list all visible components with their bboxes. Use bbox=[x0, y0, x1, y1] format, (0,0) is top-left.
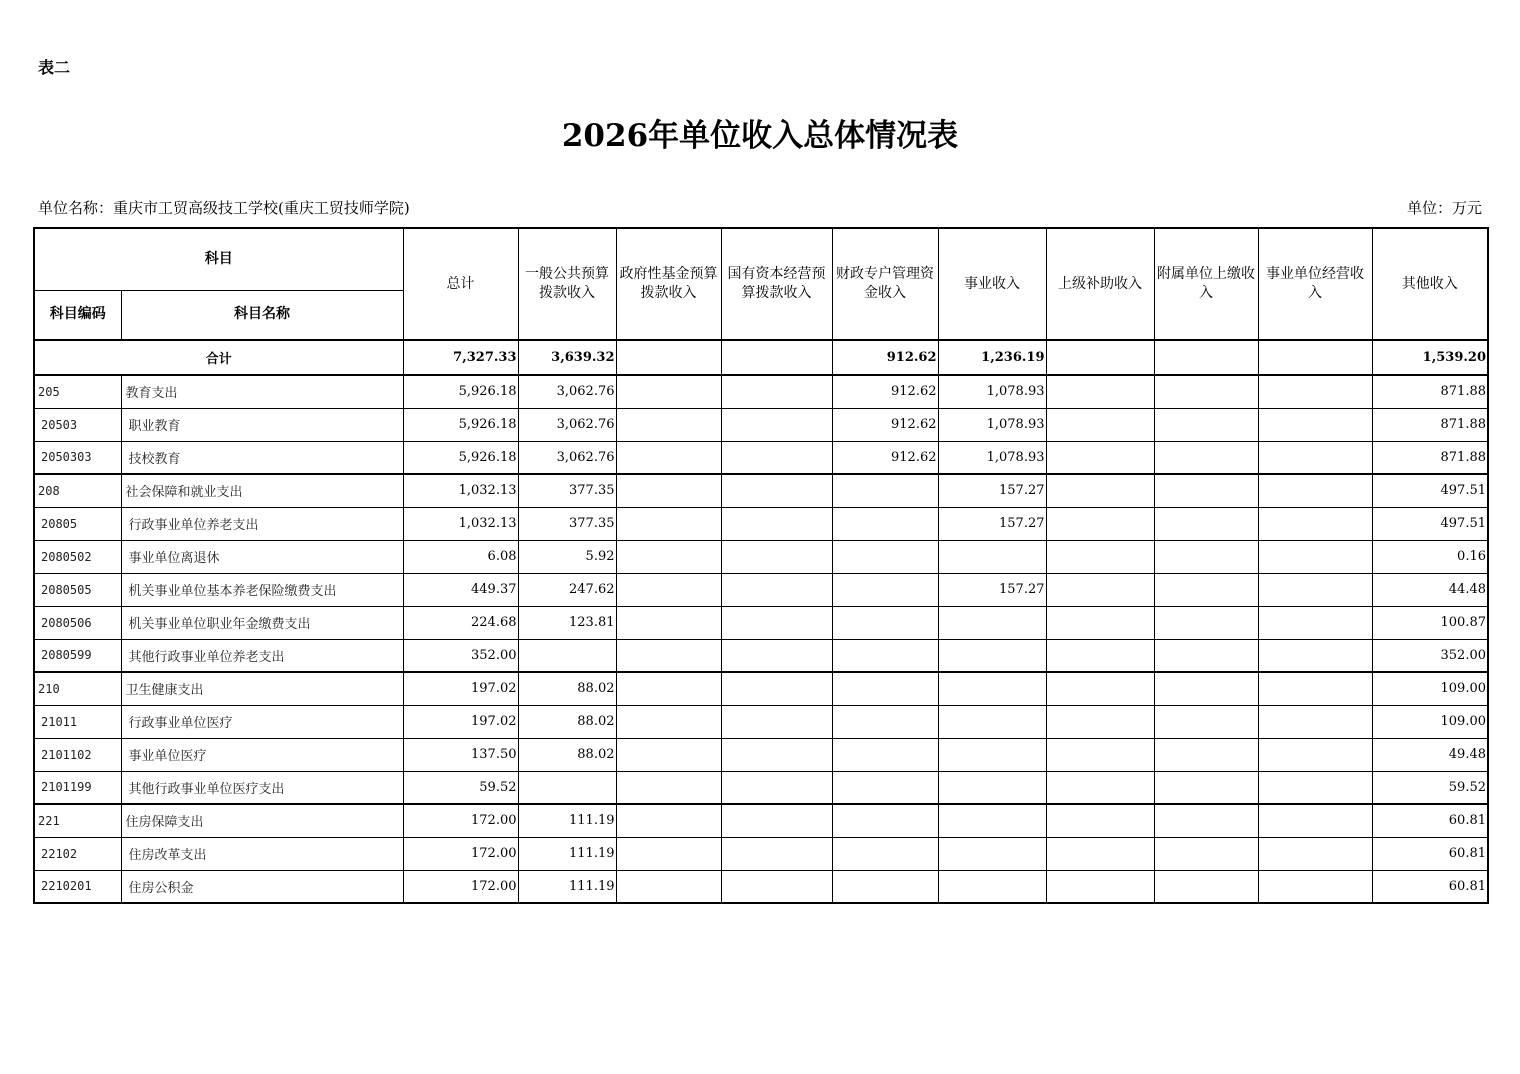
value-cell bbox=[1046, 705, 1154, 738]
value-cell: 871.88 bbox=[1372, 408, 1488, 441]
value-cell: 44.48 bbox=[1372, 573, 1488, 606]
header-subject-code: 科目编码 bbox=[34, 290, 121, 340]
value-cell: 377.35 bbox=[518, 507, 616, 540]
value-cell: 352.00 bbox=[403, 639, 518, 672]
value-cell bbox=[1046, 639, 1154, 672]
subject-code-cell: 205 bbox=[34, 375, 121, 408]
value-cell: 224.68 bbox=[403, 606, 518, 639]
value-cell bbox=[721, 639, 832, 672]
value-cell bbox=[1154, 870, 1258, 903]
subject-code-cell: 2050303 bbox=[34, 441, 121, 474]
total-cell: 3,639.32 bbox=[518, 340, 616, 375]
header-col-superior-subsidy: 上级补助收入 bbox=[1046, 228, 1154, 340]
value-cell: 197.02 bbox=[403, 705, 518, 738]
value-cell bbox=[832, 738, 938, 771]
value-cell bbox=[1258, 375, 1372, 408]
subject-name-cell: 行政事业单位医疗 bbox=[121, 705, 403, 738]
value-cell bbox=[938, 672, 1046, 705]
value-cell: 5,926.18 bbox=[403, 441, 518, 474]
total-cell: 1,236.19 bbox=[938, 340, 1046, 375]
value-cell bbox=[616, 540, 721, 573]
value-cell: 3,062.76 bbox=[518, 408, 616, 441]
value-cell: 497.51 bbox=[1372, 474, 1488, 507]
value-cell bbox=[1154, 408, 1258, 441]
subject-name-cell: 教育支出 bbox=[121, 375, 403, 408]
table-row bbox=[34, 771, 1488, 804]
value-cell bbox=[832, 474, 938, 507]
value-cell: 5.92 bbox=[518, 540, 616, 573]
value-cell bbox=[832, 705, 938, 738]
value-cell: 1,078.93 bbox=[938, 408, 1046, 441]
value-cell bbox=[616, 639, 721, 672]
value-cell bbox=[721, 705, 832, 738]
value-cell bbox=[938, 870, 1046, 903]
subject-name-cell: 其他行政事业单位医疗支出 bbox=[121, 771, 403, 804]
unit-name: 单位名称：重庆市工贸高级技工学校(重庆工贸技师学院) bbox=[38, 199, 410, 217]
header-col-state-capital: 国有资本经营预算拨款收入 bbox=[721, 228, 832, 340]
subject-name-cell: 住房改革支出 bbox=[121, 837, 403, 870]
value-cell: 109.00 bbox=[1372, 672, 1488, 705]
value-cell: 3,062.76 bbox=[518, 375, 616, 408]
value-cell: 912.62 bbox=[832, 375, 938, 408]
value-cell bbox=[616, 837, 721, 870]
subject-code-cell: 208 bbox=[34, 474, 121, 507]
header-subject: 科目 bbox=[34, 228, 403, 290]
subject-name-cell: 社会保障和就业支出 bbox=[121, 474, 403, 507]
total-cell: 7,327.33 bbox=[403, 340, 518, 375]
value-cell bbox=[721, 573, 832, 606]
value-cell: 497.51 bbox=[1372, 507, 1488, 540]
value-cell bbox=[1154, 474, 1258, 507]
value-cell bbox=[1046, 837, 1154, 870]
value-cell bbox=[938, 771, 1046, 804]
value-cell bbox=[832, 639, 938, 672]
value-cell bbox=[721, 507, 832, 540]
value-cell bbox=[1258, 672, 1372, 705]
value-cell: 1,078.93 bbox=[938, 375, 1046, 408]
value-cell bbox=[1046, 573, 1154, 606]
value-cell bbox=[938, 606, 1046, 639]
table-tag: 表二 bbox=[38, 58, 71, 77]
value-cell: 5,926.18 bbox=[403, 375, 518, 408]
table-row bbox=[34, 507, 1488, 540]
value-cell bbox=[1258, 606, 1372, 639]
value-cell bbox=[721, 441, 832, 474]
table-row bbox=[34, 474, 1488, 507]
value-cell: 247.62 bbox=[518, 573, 616, 606]
value-cell: 377.35 bbox=[518, 474, 616, 507]
value-cell bbox=[938, 540, 1046, 573]
total-cell bbox=[1046, 340, 1154, 375]
value-cell: 109.00 bbox=[1372, 705, 1488, 738]
value-cell bbox=[616, 771, 721, 804]
value-cell bbox=[1046, 474, 1154, 507]
header-col-business-income: 事业收入 bbox=[938, 228, 1046, 340]
value-cell: 60.81 bbox=[1372, 804, 1488, 837]
value-cell bbox=[1046, 375, 1154, 408]
value-cell bbox=[1046, 408, 1154, 441]
value-cell bbox=[518, 771, 616, 804]
value-cell: 137.50 bbox=[403, 738, 518, 771]
value-cell bbox=[616, 573, 721, 606]
value-cell bbox=[721, 606, 832, 639]
value-cell bbox=[616, 507, 721, 540]
subject-code-cell: 2210201 bbox=[34, 870, 121, 903]
value-cell bbox=[721, 540, 832, 573]
value-cell bbox=[616, 606, 721, 639]
value-cell bbox=[938, 738, 1046, 771]
value-cell bbox=[832, 771, 938, 804]
value-cell: 1,032.13 bbox=[403, 507, 518, 540]
value-cell bbox=[1154, 573, 1258, 606]
value-cell bbox=[1154, 606, 1258, 639]
subject-name-cell: 住房公积金 bbox=[121, 870, 403, 903]
header-col-special-account: 财政专户管理资金收入 bbox=[832, 228, 938, 340]
value-cell bbox=[616, 441, 721, 474]
value-cell bbox=[1154, 738, 1258, 771]
value-cell: 1,078.93 bbox=[938, 441, 1046, 474]
value-cell: 352.00 bbox=[1372, 639, 1488, 672]
header-subject-name: 科目名称 bbox=[121, 290, 403, 340]
value-cell: 88.02 bbox=[518, 705, 616, 738]
value-cell: 157.27 bbox=[938, 573, 1046, 606]
value-cell bbox=[832, 606, 938, 639]
value-cell bbox=[1258, 771, 1372, 804]
value-cell bbox=[616, 870, 721, 903]
value-cell bbox=[721, 771, 832, 804]
value-cell: 172.00 bbox=[403, 870, 518, 903]
value-cell bbox=[938, 837, 1046, 870]
value-cell: 157.27 bbox=[938, 474, 1046, 507]
value-cell bbox=[832, 507, 938, 540]
value-cell bbox=[721, 672, 832, 705]
value-cell: 449.37 bbox=[403, 573, 518, 606]
value-cell: 59.52 bbox=[403, 771, 518, 804]
value-cell bbox=[832, 672, 938, 705]
value-cell bbox=[616, 375, 721, 408]
value-cell bbox=[1046, 540, 1154, 573]
value-cell: 6.08 bbox=[403, 540, 518, 573]
value-cell: 60.81 bbox=[1372, 837, 1488, 870]
value-cell bbox=[832, 837, 938, 870]
value-cell bbox=[1046, 507, 1154, 540]
subject-name-cell: 其他行政事业单位养老支出 bbox=[121, 639, 403, 672]
value-cell bbox=[616, 408, 721, 441]
value-cell bbox=[1258, 705, 1372, 738]
value-cell bbox=[938, 804, 1046, 837]
table-row bbox=[34, 870, 1488, 903]
value-cell: 49.48 bbox=[1372, 738, 1488, 771]
subject-code-cell: 2101102 bbox=[34, 738, 121, 771]
value-cell bbox=[832, 804, 938, 837]
value-cell: 912.62 bbox=[832, 408, 938, 441]
header-col-gov-fund: 政府性基金预算拨款收入 bbox=[616, 228, 721, 340]
value-cell bbox=[616, 672, 721, 705]
table-row bbox=[34, 408, 1488, 441]
header-col-general-budget: 一般公共预算拨款收入 bbox=[518, 228, 616, 340]
value-cell bbox=[1258, 474, 1372, 507]
value-cell bbox=[1046, 441, 1154, 474]
value-cell bbox=[1258, 540, 1372, 573]
total-cell bbox=[721, 340, 832, 375]
header-col-total: 总计 bbox=[403, 228, 518, 340]
table-row bbox=[34, 375, 1488, 408]
value-cell bbox=[1046, 738, 1154, 771]
value-cell bbox=[616, 705, 721, 738]
subject-code-cell: 2080506 bbox=[34, 606, 121, 639]
value-cell bbox=[1258, 639, 1372, 672]
value-cell bbox=[1154, 771, 1258, 804]
header-col-operating-income: 事业单位经营收入 bbox=[1258, 228, 1372, 340]
value-cell: 871.88 bbox=[1372, 375, 1488, 408]
table-row bbox=[34, 441, 1488, 474]
total-row bbox=[34, 340, 1488, 375]
value-cell: 871.88 bbox=[1372, 441, 1488, 474]
value-cell bbox=[832, 540, 938, 573]
value-cell bbox=[616, 804, 721, 837]
page-title: 2026年单位收入总体情况表 bbox=[561, 118, 959, 154]
value-cell bbox=[1154, 672, 1258, 705]
subject-name-cell: 机关事业单位职业年金缴费支出 bbox=[121, 606, 403, 639]
subject-name-cell: 事业单位离退休 bbox=[121, 540, 403, 573]
total-cell: 1,539.20 bbox=[1372, 340, 1488, 375]
value-cell bbox=[1046, 870, 1154, 903]
value-cell: 0.16 bbox=[1372, 540, 1488, 573]
value-cell bbox=[1154, 837, 1258, 870]
value-cell bbox=[1258, 507, 1372, 540]
value-cell bbox=[1258, 804, 1372, 837]
subject-code-cell: 2080599 bbox=[34, 639, 121, 672]
value-cell: 111.19 bbox=[518, 870, 616, 903]
subject-code-cell: 21011 bbox=[34, 705, 121, 738]
value-cell bbox=[1258, 573, 1372, 606]
value-cell bbox=[938, 705, 1046, 738]
subject-code-cell: 210 bbox=[34, 672, 121, 705]
value-cell bbox=[1154, 804, 1258, 837]
value-cell bbox=[1154, 705, 1258, 738]
value-cell bbox=[518, 639, 616, 672]
value-cell bbox=[721, 375, 832, 408]
value-cell bbox=[616, 474, 721, 507]
subject-name-cell: 技校教育 bbox=[121, 441, 403, 474]
subject-code-cell: 2080505 bbox=[34, 573, 121, 606]
value-cell: 60.81 bbox=[1372, 870, 1488, 903]
value-cell bbox=[1046, 804, 1154, 837]
subject-code-cell: 22102 bbox=[34, 837, 121, 870]
value-cell bbox=[1258, 441, 1372, 474]
subject-name-cell: 职业教育 bbox=[121, 408, 403, 441]
value-cell bbox=[1258, 837, 1372, 870]
subject-name-cell: 机关事业单位基本养老保险缴费支出 bbox=[121, 573, 403, 606]
value-cell: 59.52 bbox=[1372, 771, 1488, 804]
value-cell: 5,926.18 bbox=[403, 408, 518, 441]
value-cell bbox=[1258, 408, 1372, 441]
value-cell bbox=[721, 738, 832, 771]
value-cell bbox=[1258, 870, 1372, 903]
subject-name-cell: 住房保障支出 bbox=[121, 804, 403, 837]
value-cell: 912.62 bbox=[832, 441, 938, 474]
value-cell bbox=[721, 408, 832, 441]
total-cell bbox=[616, 340, 721, 375]
unit-measure: 单位：万元 bbox=[1406, 199, 1482, 217]
value-cell: 88.02 bbox=[518, 738, 616, 771]
value-cell: 172.00 bbox=[403, 837, 518, 870]
subject-code-cell: 20805 bbox=[34, 507, 121, 540]
value-cell bbox=[1154, 639, 1258, 672]
value-cell: 157.27 bbox=[938, 507, 1046, 540]
subject-code-cell: 221 bbox=[34, 804, 121, 837]
value-cell: 1,032.13 bbox=[403, 474, 518, 507]
value-cell bbox=[1046, 672, 1154, 705]
value-cell bbox=[938, 639, 1046, 672]
value-cell: 3,062.76 bbox=[518, 441, 616, 474]
value-cell bbox=[721, 804, 832, 837]
value-cell: 111.19 bbox=[518, 837, 616, 870]
subject-name-cell: 卫生健康支出 bbox=[121, 672, 403, 705]
subject-name-cell: 事业单位医疗 bbox=[121, 738, 403, 771]
total-cell bbox=[1154, 340, 1258, 375]
subject-code-cell: 2080502 bbox=[34, 540, 121, 573]
total-label: 合计 bbox=[34, 340, 403, 375]
header-col-affiliate-payment: 附属单位上缴收入 bbox=[1154, 228, 1258, 340]
value-cell: 88.02 bbox=[518, 672, 616, 705]
table-row bbox=[34, 804, 1488, 837]
subject-name-cell: 行政事业单位养老支出 bbox=[121, 507, 403, 540]
value-cell: 197.02 bbox=[403, 672, 518, 705]
header-col-other-income: 其他收入 bbox=[1372, 228, 1488, 340]
value-cell bbox=[1154, 441, 1258, 474]
value-cell bbox=[721, 870, 832, 903]
table-row bbox=[34, 540, 1488, 573]
value-cell: 100.87 bbox=[1372, 606, 1488, 639]
value-cell bbox=[1154, 375, 1258, 408]
value-cell: 172.00 bbox=[403, 804, 518, 837]
value-cell bbox=[832, 573, 938, 606]
value-cell bbox=[616, 738, 721, 771]
table-row bbox=[34, 672, 1488, 705]
total-cell: 912.62 bbox=[832, 340, 938, 375]
value-cell bbox=[721, 837, 832, 870]
total-cell bbox=[1258, 340, 1372, 375]
subject-code-cell: 2101199 bbox=[34, 771, 121, 804]
value-cell bbox=[1046, 771, 1154, 804]
table-row bbox=[34, 573, 1488, 606]
value-cell bbox=[721, 474, 832, 507]
table-row bbox=[34, 639, 1488, 672]
income-table bbox=[33, 227, 1489, 904]
value-cell: 111.19 bbox=[518, 804, 616, 837]
value-cell bbox=[1258, 738, 1372, 771]
value-cell bbox=[1046, 606, 1154, 639]
value-cell: 123.81 bbox=[518, 606, 616, 639]
table-row bbox=[34, 738, 1488, 771]
table-row bbox=[34, 705, 1488, 738]
table-row bbox=[34, 606, 1488, 639]
table-row bbox=[34, 837, 1488, 870]
value-cell bbox=[1154, 507, 1258, 540]
value-cell bbox=[832, 870, 938, 903]
value-cell bbox=[1154, 540, 1258, 573]
subject-code-cell: 20503 bbox=[34, 408, 121, 441]
